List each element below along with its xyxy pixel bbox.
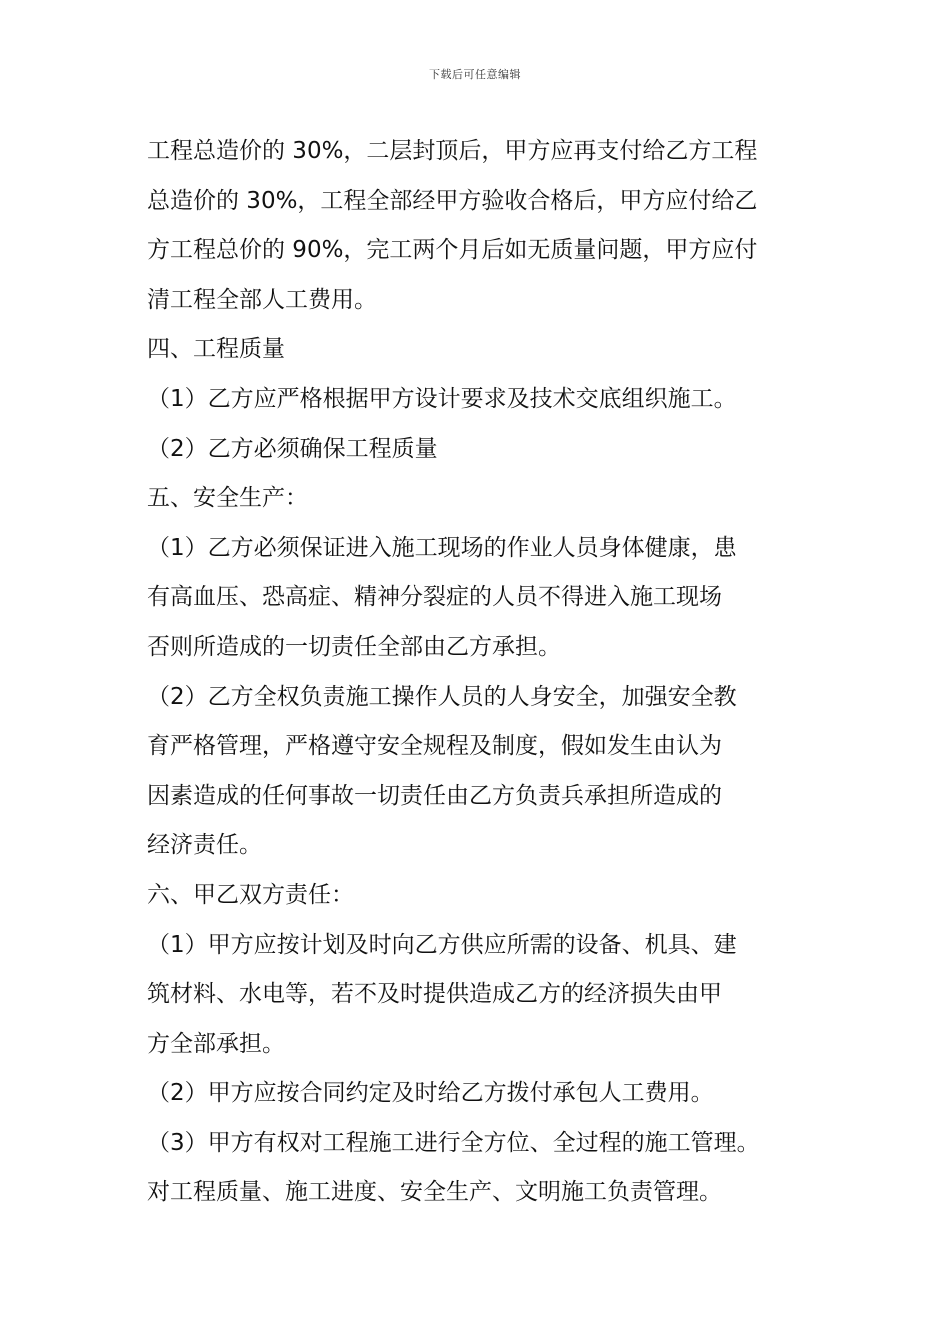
document-body bbox=[147, 127, 827, 1218]
text-line: 有高血压、恐高症、精神分裂症的人员不得进入施工现场 bbox=[147, 584, 722, 611]
text-line: （2）乙方必须确保工程质量 bbox=[147, 435, 438, 462]
text-line: 因素造成的任何事故一切责任由乙方负责兵承担所造成的 bbox=[147, 782, 722, 809]
text-line: （1）乙方必须保证进入施工现场的作业人员身体健康，患 bbox=[147, 534, 737, 561]
text-line: 育严格管理，严格遵守安全规程及制度，假如发生由认为 bbox=[147, 733, 722, 760]
text-line: （2）乙方全权负责施工操作人员的人身安全，加强安全教 bbox=[147, 683, 737, 710]
text-line: 筑材料、水电等，若不及时提供造成乙方的经济损失由甲 bbox=[147, 981, 722, 1008]
text-line: 经济责任。 bbox=[147, 832, 262, 859]
section-heading-responsibilities: 六、甲乙双方责任： bbox=[147, 881, 354, 908]
text-line: 工程总造价的 30%，二层封顶后，甲方应再支付给乙方工程 bbox=[147, 138, 758, 164]
section-heading-safety: 五、安全生产： bbox=[147, 485, 308, 512]
text-line: 否则所造成的一切责任全部由乙方承担。 bbox=[147, 633, 561, 660]
text-line: 总造价的 30%，工程全部经甲方验收合格后，甲方应付给乙 bbox=[147, 187, 758, 214]
page-header: 下载后可任意编辑 bbox=[429, 68, 521, 81]
text-line: 对工程质量、施工进度、安全生产、文明施工负责管理。 bbox=[147, 1179, 722, 1206]
text-line: （3）甲方有权对工程施工进行全方位、全过程的施工管理。 bbox=[147, 1129, 760, 1156]
text-line: 清工程全部人工费用。 bbox=[147, 286, 377, 313]
text-line: （1）甲方应按计划及时向乙方供应所需的设备、机具、建 bbox=[147, 931, 737, 958]
text-line: （1）乙方应严格根据甲方设计要求及技术交底组织施工。 bbox=[147, 385, 737, 412]
text-line: 方工程总价的 90%，完工两个月后如无质量问题，甲方应付 bbox=[147, 237, 758, 264]
text-line: 方全部承担。 bbox=[147, 1030, 285, 1057]
section-heading-quality: 四、工程质量 bbox=[147, 336, 285, 363]
text-line: （2）甲方应按合同约定及时给乙方拨付承包人工费用。 bbox=[147, 1080, 714, 1107]
